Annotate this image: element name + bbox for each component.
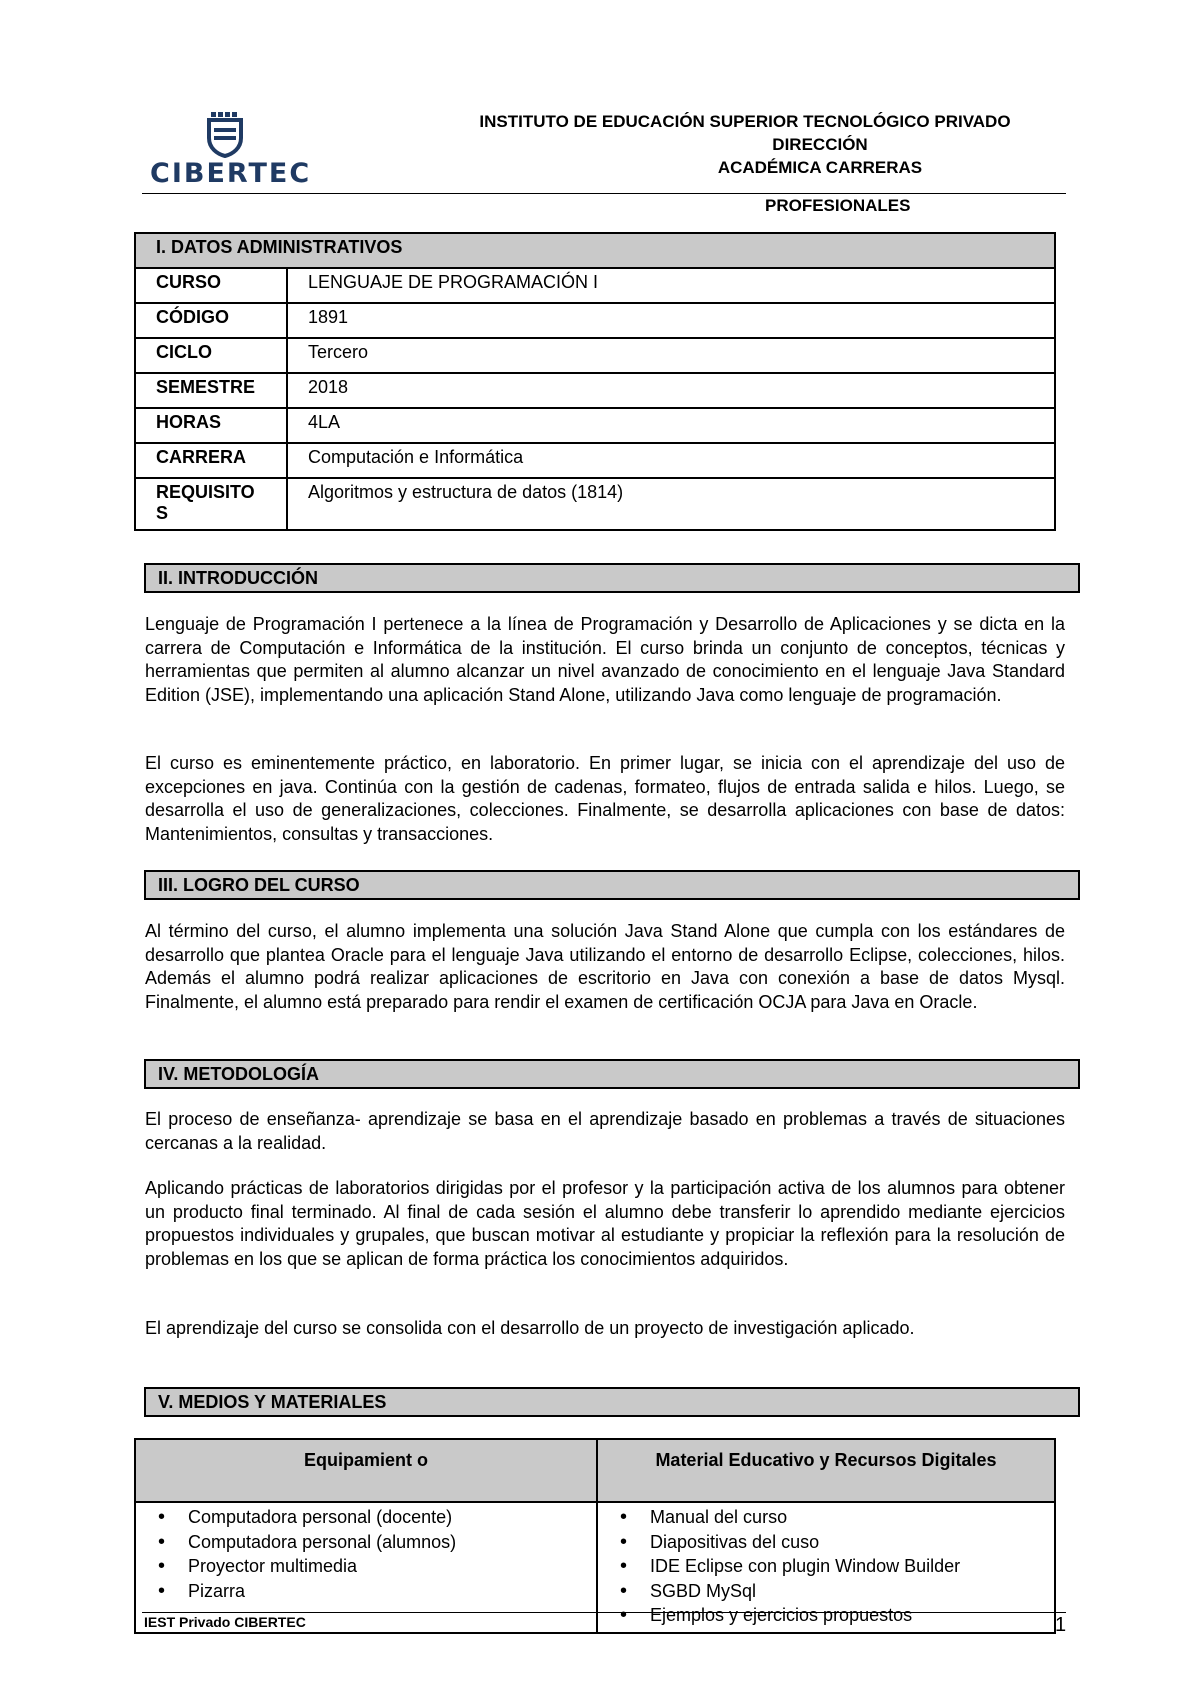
heading-line-2: DIRECCIÓN <box>772 135 868 154</box>
list-item: • Computadora personal (docente) <box>188 1505 596 1530</box>
section-title-intro: II. INTRODUCCIÓN <box>144 563 1080 593</box>
table-row <box>135 478 1055 530</box>
admin-key: CARRERA <box>135 443 287 478</box>
logo-text: CIBERTEC <box>150 158 312 189</box>
section-title-metodologia: IV. METODOLOGÍA <box>144 1059 1080 1089</box>
list-item: • IDE Eclipse con plugin Window Builder <box>650 1554 1054 1579</box>
admin-value: Computación e Informática <box>287 443 1055 478</box>
list-item: • Diapositivas del cuso <box>650 1530 1054 1555</box>
admin-key: CÓDIGO <box>135 303 287 338</box>
materials-table <box>134 1438 1056 1634</box>
column-header-material: Material Educativo y Recursos Digitales <box>597 1439 1055 1502</box>
metodologia-paragraph-1: El proceso de enseñanza- aprendizaje se basa en el aprendizaje basado en problemas a través de situaciones cercanas a la realidad. <box>145 1109 1065 1153</box>
table-row <box>135 268 1055 303</box>
admin-key: CURSO <box>135 268 287 303</box>
logro-paragraph: Al término del curso, el alumno implementa una solución Java Stand Alone que cumpla con los estándares de desarrollo que plantea Oracle para el lenguaje Java utilizando el entorno de desarrollo Eclipse, colecciones, hilos. Además el alumno podrá realizar aplicaciones de escritorio en Java con conexión a base de datos Mysql. Finalmente, el alumno está preparado para rendir el examen de certificación OCJA para Java en Oracle. <box>145 921 1065 1012</box>
equipment-list <box>136 1505 596 1603</box>
footer-institution: IEST Privado CIBERTEC <box>144 1614 306 1630</box>
admin-key: CICLO <box>135 338 287 373</box>
admin-value: Algoritmos y estructura de datos (1814) <box>287 478 1055 530</box>
admin-key: HORAS <box>135 408 287 443</box>
section-title-logro: III. LOGRO DEL CURSO <box>144 870 1080 900</box>
shield-icon <box>205 112 245 158</box>
table-row <box>135 443 1055 478</box>
admin-key: SEMESTRE <box>135 373 287 408</box>
page-number: 1 <box>1055 1614 1067 1636</box>
admin-value: Tercero <box>287 338 1055 373</box>
table-row <box>135 373 1055 408</box>
admin-value: LENGUAJE DE PROGRAMACIÓN I <box>287 268 1055 303</box>
heading-line-3: ACADÉMICA CARRERAS <box>717 158 923 177</box>
cibertec-logo <box>150 112 310 192</box>
materials-list <box>598 1505 1054 1628</box>
intro-paragraph-1: Lenguaje de Programación I pertenece a la línea de Programación y Desarrollo de Aplicaciones y se dicta en la carrera de Computación e Informática de la institución. El curso brinda un conjunto de conceptos, técnicas y herramientas que permiten al alumno alcanzar un nivel avanzado de conocimiento en el lenguaje Java Standard Edition (JSE), implementando una aplicación Stand Alone, utilizando Java como lenguaje de programación. <box>145 614 1065 705</box>
admin-value: 1891 <box>287 303 1055 338</box>
table-row <box>135 303 1055 338</box>
metodologia-paragraph-3: El aprendizaje del curso se consolida con el desarrollo de un proyecto de investigación aplicado. <box>145 1318 915 1338</box>
section-title-medios: V. MEDIOS Y MATERIALES <box>144 1387 1080 1417</box>
institution-heading <box>420 110 1070 179</box>
footer-rule <box>142 1612 1066 1613</box>
admin-data-table <box>134 232 1056 531</box>
table-row <box>135 408 1055 443</box>
list-item: • Proyector multimedia <box>188 1554 596 1579</box>
heading-line-4: PROFESIONALES <box>765 196 911 215</box>
list-item: • Ejemplos y ejercicios propuestos <box>650 1603 1054 1628</box>
column-header-equipamiento: Equipamient o <box>135 1439 597 1502</box>
metodologia-paragraph-2: Aplicando prácticas de laboratorios dirigidas por el profesor y la participación activa de los alumnos para obtener un producto final terminado. Al final de cada sesión el alumno debe transferir lo aprendido mediante ejercicios propuestos individuales y grupales, que buscan motivar al estudiante y propiciar la reflexión para la resolución de problemas en los que se aplican de forma práctica los conocimientos adquiridos. <box>145 1178 1065 1269</box>
table-header-row <box>135 1439 1055 1502</box>
admin-value: 4LA <box>287 408 1055 443</box>
admin-value: 2018 <box>287 373 1055 408</box>
heading-line-1: INSTITUTO DE EDUCACIÓN SUPERIOR TECNOLÓGICO PRIVADO <box>479 112 1011 131</box>
list-item: • Manual del curso <box>650 1505 1054 1530</box>
admin-key: REQUISITO S <box>135 478 287 530</box>
list-item: • SGBD MySql <box>650 1579 1054 1604</box>
list-item: • Computadora personal (alumnos) <box>188 1530 596 1555</box>
section-title-admin: I. DATOS ADMINISTRATIVOS <box>135 233 1055 268</box>
table-row <box>135 233 1055 268</box>
header-rule <box>142 193 1066 194</box>
table-row <box>135 338 1055 373</box>
list-item: • Pizarra <box>188 1579 596 1604</box>
intro-paragraph-2: El curso es eminentemente práctico, en laboratorio. En primer lugar, se inicia con el aprendizaje del uso de excepciones en java. Continúa con la gestión de cadenas, formateo, flujos de entrada salida e hilos. Luego, se desarrolla el uso de generalizaciones, colecciones. Finalmente, se desarrolla aplicaciones con base de datos: Mantenimientos, consultas y transacciones. <box>145 753 1065 844</box>
